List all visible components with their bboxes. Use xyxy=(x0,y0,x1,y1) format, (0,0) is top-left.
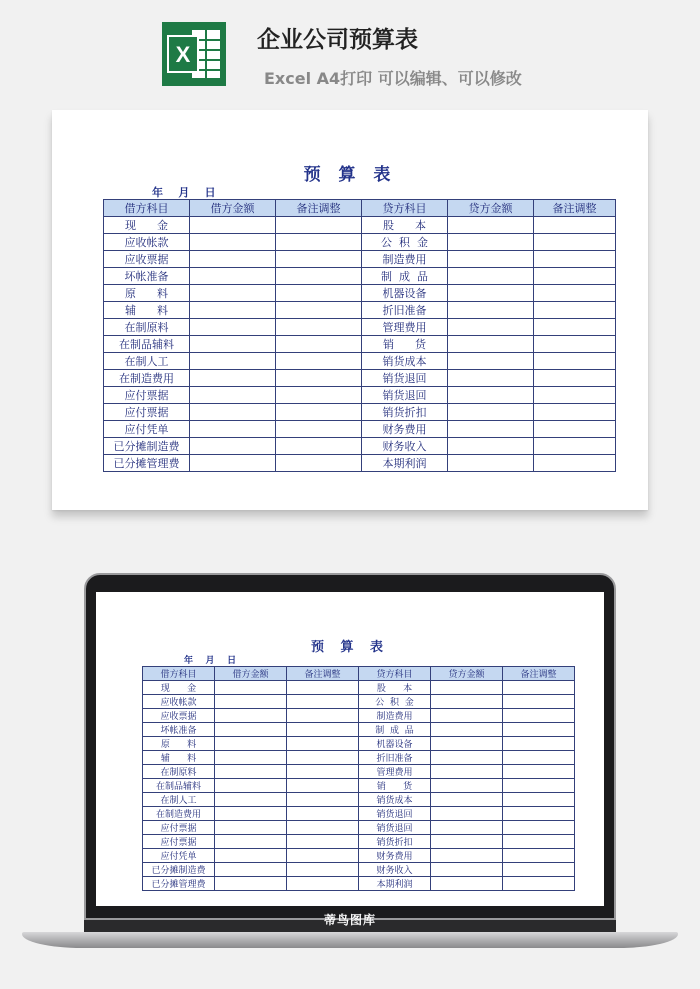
debit-account-cell[interactable]: 应收帐款 xyxy=(104,234,190,251)
amount-cell[interactable] xyxy=(448,302,534,319)
column-header: 贷方金额 xyxy=(431,667,503,681)
table-row xyxy=(143,863,575,877)
column-header: 备注调整 xyxy=(287,667,359,681)
table-row xyxy=(143,835,575,849)
table-row xyxy=(143,737,575,751)
amount-cell[interactable] xyxy=(503,737,575,751)
credit-account-cell[interactable]: 销货折扣 xyxy=(362,404,448,421)
amount-cell[interactable] xyxy=(448,217,534,234)
table-row xyxy=(104,455,616,472)
amount-cell[interactable] xyxy=(276,268,362,285)
amount-cell[interactable] xyxy=(215,779,287,793)
amount-cell[interactable] xyxy=(431,709,503,723)
amount-cell[interactable] xyxy=(190,438,276,455)
amount-cell[interactable] xyxy=(287,737,359,751)
amount-cell[interactable] xyxy=(276,319,362,336)
amount-cell[interactable] xyxy=(534,438,616,455)
amount-cell[interactable] xyxy=(503,807,575,821)
table-row xyxy=(143,681,575,695)
credit-account-cell[interactable]: 销货退回 xyxy=(359,821,431,835)
table-row xyxy=(143,723,575,737)
svg-text:X: X xyxy=(175,42,191,67)
amount-cell[interactable] xyxy=(448,268,534,285)
amount-cell[interactable] xyxy=(215,737,287,751)
amount-cell[interactable] xyxy=(534,370,616,387)
amount-cell[interactable] xyxy=(190,268,276,285)
debit-account-cell[interactable]: 已分摊制造费 xyxy=(104,438,190,455)
amount-cell[interactable] xyxy=(503,793,575,807)
debit-account-cell[interactable]: 在制人工 xyxy=(104,353,190,370)
amount-cell[interactable] xyxy=(190,404,276,421)
table-row xyxy=(104,404,616,421)
amount-cell[interactable] xyxy=(448,336,534,353)
laptop-screen xyxy=(96,592,604,906)
credit-account-cell[interactable]: 销 货 xyxy=(359,779,431,793)
credit-account-cell[interactable]: 制造费用 xyxy=(362,251,448,268)
credit-account-cell[interactable]: 制 成 品 xyxy=(362,268,448,285)
table-row xyxy=(143,807,575,821)
debit-account-cell[interactable]: 已分摊管理费 xyxy=(143,877,215,891)
table-header-row xyxy=(104,200,616,217)
amount-cell[interactable] xyxy=(448,455,534,472)
credit-account-cell[interactable]: 财务收入 xyxy=(362,438,448,455)
amount-cell[interactable] xyxy=(276,353,362,370)
credit-account-cell[interactable]: 销货退回 xyxy=(362,387,448,404)
credit-account-cell[interactable]: 管理费用 xyxy=(362,319,448,336)
amount-cell[interactable] xyxy=(431,751,503,765)
amount-cell[interactable] xyxy=(534,353,616,370)
amount-cell[interactable] xyxy=(534,268,616,285)
table-row xyxy=(104,421,616,438)
amount-cell[interactable] xyxy=(448,353,534,370)
amount-cell[interactable] xyxy=(276,438,362,455)
amount-cell[interactable] xyxy=(287,765,359,779)
credit-account-cell[interactable]: 销货成本 xyxy=(359,793,431,807)
amount-cell[interactable] xyxy=(431,807,503,821)
credit-account-cell[interactable]: 销货退回 xyxy=(359,807,431,821)
amount-cell[interactable] xyxy=(431,765,503,779)
table-row xyxy=(143,709,575,723)
table-row xyxy=(104,268,616,285)
brand-label: 蒂鸟图库 xyxy=(323,913,376,927)
table-row xyxy=(143,793,575,807)
amount-cell[interactable] xyxy=(190,421,276,438)
table-row xyxy=(143,695,575,709)
credit-account-cell[interactable]: 折旧准备 xyxy=(362,302,448,319)
debit-account-cell[interactable]: 在制原料 xyxy=(143,765,215,779)
page-subtitle: Excel A4打印 可以编辑、可以修改 xyxy=(264,69,522,88)
credit-account-cell[interactable]: 机器设备 xyxy=(362,285,448,302)
table-row xyxy=(143,877,575,891)
amount-cell[interactable] xyxy=(276,404,362,421)
amount-cell[interactable] xyxy=(215,835,287,849)
table-row xyxy=(143,821,575,835)
amount-cell[interactable] xyxy=(215,849,287,863)
amount-cell[interactable] xyxy=(215,877,287,891)
amount-cell[interactable] xyxy=(534,234,616,251)
debit-account-cell[interactable]: 现 金 xyxy=(143,681,215,695)
amount-cell[interactable] xyxy=(448,234,534,251)
debit-account-cell[interactable]: 应收帐款 xyxy=(143,695,215,709)
laptop-base xyxy=(22,932,678,948)
amount-cell[interactable] xyxy=(276,285,362,302)
debit-account-cell[interactable]: 应付凭单 xyxy=(104,421,190,438)
table-row xyxy=(104,302,616,319)
amount-cell[interactable] xyxy=(448,404,534,421)
amount-cell[interactable] xyxy=(431,835,503,849)
debit-account-cell[interactable]: 原 料 xyxy=(143,737,215,751)
table-row xyxy=(143,779,575,793)
amount-cell[interactable] xyxy=(215,723,287,737)
debit-account-cell[interactable]: 在制原料 xyxy=(104,319,190,336)
table-row xyxy=(143,765,575,779)
debit-account-cell[interactable]: 在制品辅料 xyxy=(104,336,190,353)
amount-cell[interactable] xyxy=(503,709,575,723)
amount-cell[interactable] xyxy=(448,370,534,387)
amount-cell[interactable] xyxy=(287,709,359,723)
amount-cell[interactable] xyxy=(190,217,276,234)
amount-cell[interactable] xyxy=(190,319,276,336)
debit-account-cell[interactable]: 应收票据 xyxy=(104,251,190,268)
amount-cell[interactable] xyxy=(276,234,362,251)
amount-cell[interactable] xyxy=(215,765,287,779)
credit-account-cell[interactable]: 销货退回 xyxy=(362,370,448,387)
amount-cell[interactable] xyxy=(534,421,616,438)
credit-account-cell[interactable]: 财务费用 xyxy=(359,849,431,863)
amount-cell[interactable] xyxy=(276,387,362,404)
amount-cell[interactable] xyxy=(215,793,287,807)
amount-cell[interactable] xyxy=(534,336,616,353)
amount-cell[interactable] xyxy=(431,877,503,891)
table-row xyxy=(104,336,616,353)
amount-cell[interactable] xyxy=(287,793,359,807)
credit-account-cell[interactable]: 管理费用 xyxy=(359,765,431,779)
amount-cell[interactable] xyxy=(190,370,276,387)
column-header: 备注调整 xyxy=(276,200,362,217)
amount-cell[interactable] xyxy=(431,821,503,835)
amount-cell[interactable] xyxy=(534,217,616,234)
amount-cell[interactable] xyxy=(215,709,287,723)
column-header: 贷方科目 xyxy=(362,200,448,217)
amount-cell[interactable] xyxy=(287,835,359,849)
amount-cell[interactable] xyxy=(431,863,503,877)
amount-cell[interactable] xyxy=(287,681,359,695)
table-row xyxy=(143,751,575,765)
amount-cell[interactable] xyxy=(448,319,534,336)
amount-cell[interactable] xyxy=(215,863,287,877)
debit-account-cell[interactable]: 在制造费用 xyxy=(143,807,215,821)
credit-account-cell[interactable]: 销货折扣 xyxy=(359,835,431,849)
amount-cell[interactable] xyxy=(190,251,276,268)
column-header: 借方金额 xyxy=(190,200,276,217)
credit-account-cell[interactable]: 制造费用 xyxy=(359,709,431,723)
amount-cell[interactable] xyxy=(503,849,575,863)
amount-cell[interactable] xyxy=(190,387,276,404)
debit-account-cell[interactable]: 应付凭单 xyxy=(143,849,215,863)
credit-account-cell[interactable]: 机器设备 xyxy=(359,737,431,751)
table-row xyxy=(104,217,616,234)
amount-cell[interactable] xyxy=(287,751,359,765)
amount-cell[interactable] xyxy=(503,723,575,737)
credit-account-cell[interactable]: 财务收入 xyxy=(359,863,431,877)
amount-cell[interactable] xyxy=(215,807,287,821)
amount-cell[interactable] xyxy=(287,849,359,863)
debit-account-cell[interactable]: 应收票据 xyxy=(143,709,215,723)
amount-cell[interactable] xyxy=(190,302,276,319)
sheet-title: 预 算 表 xyxy=(303,165,397,185)
debit-account-cell[interactable]: 已分摊制造费 xyxy=(143,863,215,877)
table-row xyxy=(104,251,616,268)
amount-cell[interactable] xyxy=(431,779,503,793)
credit-account-cell[interactable]: 销 货 xyxy=(362,336,448,353)
amount-cell[interactable] xyxy=(287,695,359,709)
column-header: 借方科目 xyxy=(143,667,215,681)
debit-account-cell[interactable]: 在制造费用 xyxy=(104,370,190,387)
excel-icon xyxy=(162,22,226,86)
amount-cell[interactable] xyxy=(503,835,575,849)
column-header: 借方金额 xyxy=(215,667,287,681)
amount-cell[interactable] xyxy=(287,863,359,877)
amount-cell[interactable] xyxy=(431,723,503,737)
debit-account-cell[interactable]: 坏帐准备 xyxy=(104,268,190,285)
debit-account-cell[interactable]: 现 金 xyxy=(104,217,190,234)
amount-cell[interactable] xyxy=(431,849,503,863)
amount-cell[interactable] xyxy=(448,387,534,404)
amount-cell[interactable] xyxy=(503,877,575,891)
table-row xyxy=(104,370,616,387)
credit-account-cell[interactable]: 公 积 金 xyxy=(359,695,431,709)
column-header: 贷方科目 xyxy=(359,667,431,681)
amount-cell[interactable] xyxy=(276,455,362,472)
debit-account-cell[interactable]: 应付票据 xyxy=(104,387,190,404)
credit-account-cell[interactable]: 本期利润 xyxy=(362,455,448,472)
amount-cell[interactable] xyxy=(534,387,616,404)
amount-cell[interactable] xyxy=(215,681,287,695)
table-row xyxy=(143,849,575,863)
column-header: 备注调整 xyxy=(534,200,616,217)
credit-account-cell[interactable]: 财务费用 xyxy=(362,421,448,438)
credit-account-cell[interactable]: 股 本 xyxy=(362,217,448,234)
amount-cell[interactable] xyxy=(503,751,575,765)
debit-account-cell[interactable]: 在制品辅料 xyxy=(143,779,215,793)
amount-cell[interactable] xyxy=(287,821,359,835)
amount-cell[interactable] xyxy=(503,821,575,835)
amount-cell[interactable] xyxy=(215,821,287,835)
credit-account-cell[interactable]: 折旧准备 xyxy=(359,751,431,765)
amount-cell[interactable] xyxy=(503,779,575,793)
table-row xyxy=(104,353,616,370)
amount-cell[interactable] xyxy=(287,723,359,737)
amount-cell[interactable] xyxy=(276,370,362,387)
amount-cell[interactable] xyxy=(431,793,503,807)
debit-account-cell[interactable]: 应付票据 xyxy=(143,821,215,835)
amount-cell[interactable] xyxy=(534,302,616,319)
sheet-preview-card xyxy=(52,110,648,510)
amount-cell[interactable] xyxy=(276,217,362,234)
amount-cell[interactable] xyxy=(287,877,359,891)
table-row xyxy=(104,438,616,455)
credit-account-cell[interactable]: 本期利润 xyxy=(359,877,431,891)
sheet-date-line: 年 月 日 xyxy=(184,656,237,666)
debit-account-cell[interactable]: 应付票据 xyxy=(143,835,215,849)
amount-cell[interactable] xyxy=(431,681,503,695)
table-row xyxy=(104,285,616,302)
debit-account-cell[interactable]: 应付票据 xyxy=(104,404,190,421)
amount-cell[interactable] xyxy=(276,336,362,353)
amount-cell[interactable] xyxy=(215,695,287,709)
amount-cell[interactable] xyxy=(534,455,616,472)
credit-account-cell[interactable]: 制 成 品 xyxy=(359,723,431,737)
amount-cell[interactable] xyxy=(534,251,616,268)
budget-table xyxy=(103,199,616,472)
debit-account-cell[interactable]: 坏帐准备 xyxy=(143,723,215,737)
amount-cell[interactable] xyxy=(503,765,575,779)
amount-cell[interactable] xyxy=(448,251,534,268)
amount-cell[interactable] xyxy=(448,438,534,455)
sheet-title: 预 算 表 xyxy=(310,640,390,655)
amount-cell[interactable] xyxy=(448,285,534,302)
amount-cell[interactable] xyxy=(276,302,362,319)
table-row xyxy=(104,234,616,251)
column-header: 贷方金额 xyxy=(448,200,534,217)
debit-account-cell[interactable]: 已分摊管理费 xyxy=(104,455,190,472)
amount-cell[interactable] xyxy=(287,807,359,821)
amount-cell[interactable] xyxy=(503,681,575,695)
column-header: 备注调整 xyxy=(503,667,575,681)
amount-cell[interactable] xyxy=(503,695,575,709)
amount-cell[interactable] xyxy=(287,779,359,793)
amount-cell[interactable] xyxy=(448,421,534,438)
budget-table xyxy=(142,666,575,891)
amount-cell[interactable] xyxy=(190,285,276,302)
amount-cell[interactable] xyxy=(190,336,276,353)
amount-cell[interactable] xyxy=(215,751,287,765)
table-row xyxy=(104,387,616,404)
amount-cell[interactable] xyxy=(431,737,503,751)
amount-cell[interactable] xyxy=(190,455,276,472)
credit-account-cell[interactable]: 公 积 金 xyxy=(362,234,448,251)
amount-cell[interactable] xyxy=(431,695,503,709)
column-header: 借方科目 xyxy=(104,200,190,217)
amount-cell[interactable] xyxy=(534,404,616,421)
debit-account-cell[interactable]: 辅 料 xyxy=(104,302,190,319)
credit-account-cell[interactable]: 股 本 xyxy=(359,681,431,695)
amount-cell[interactable] xyxy=(503,863,575,877)
amount-cell[interactable] xyxy=(534,285,616,302)
amount-cell[interactable] xyxy=(534,319,616,336)
page-title: 企业公司预算表 xyxy=(257,27,418,53)
amount-cell[interactable] xyxy=(276,421,362,438)
credit-account-cell[interactable]: 销货成本 xyxy=(362,353,448,370)
debit-account-cell[interactable]: 原 料 xyxy=(104,285,190,302)
amount-cell[interactable] xyxy=(190,234,276,251)
table-header-row xyxy=(143,667,575,681)
sheet-date-line: 年 月 日 xyxy=(152,186,216,199)
debit-account-cell[interactable]: 辅 料 xyxy=(143,751,215,765)
debit-account-cell[interactable]: 在制人工 xyxy=(143,793,215,807)
amount-cell[interactable] xyxy=(276,251,362,268)
table-row xyxy=(104,319,616,336)
amount-cell[interactable] xyxy=(190,353,276,370)
